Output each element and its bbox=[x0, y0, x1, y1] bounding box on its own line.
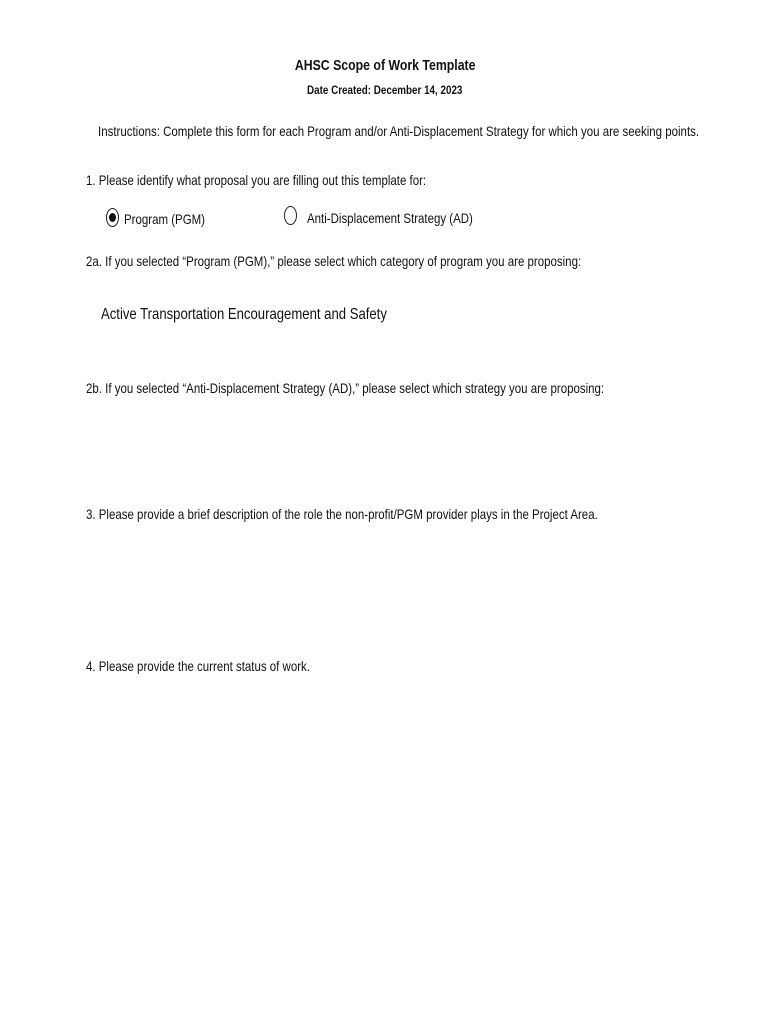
document-title-text: AHSC Scope of Work Template bbox=[294, 57, 476, 74]
question-1-text: 1. Please identify what proposal you are filling out this template for: bbox=[86, 172, 427, 188]
radio-label-program-text: Program (PGM) bbox=[124, 211, 206, 227]
instructions bbox=[98, 122, 770, 140]
question-2a-text: 2a. If you selected “Program (PGM),” please select which category of program you are proposing: bbox=[86, 253, 582, 269]
question-1-prompt bbox=[86, 171, 501, 189]
question-4-prompt bbox=[86, 657, 359, 675]
date-created bbox=[0, 83, 770, 97]
question-2a-answer[interactable] bbox=[101, 305, 450, 325]
radio-label-ad-text: Anti-Displacement Strategy (AD) bbox=[307, 210, 473, 226]
radio-label-anti-displacement[interactable] bbox=[307, 209, 509, 227]
radio-selected-dot bbox=[109, 213, 116, 222]
question-2a-answer-text: Active Transportation Encouragement and Safety bbox=[101, 306, 387, 323]
radio-anti-displacement[interactable] bbox=[284, 206, 297, 225]
date-created-text: Date Created: December 14, 2023 bbox=[307, 83, 463, 97]
instructions-text: Instructions: Complete this form for each Program and/or Anti-Displacement Strategy for which you are seeking points. bbox=[98, 123, 700, 139]
question-2b-text: 2b. If you selected “Anti-Displacement Strategy (AD),” please select which strategy you are proposing: bbox=[86, 380, 605, 396]
question-3-prompt bbox=[86, 505, 710, 523]
radio-program-pgm[interactable] bbox=[106, 208, 119, 227]
question-2a-prompt bbox=[86, 252, 690, 270]
radio-label-program-pgm[interactable] bbox=[124, 210, 223, 228]
question-2b-prompt bbox=[86, 379, 718, 397]
document-title bbox=[0, 57, 770, 74]
question-3-text: 3. Please provide a brief description of the role the non-profit/PGM provider plays in the Project Area. bbox=[86, 506, 598, 522]
question-4-text: 4. Please provide the current status of work. bbox=[86, 658, 310, 674]
